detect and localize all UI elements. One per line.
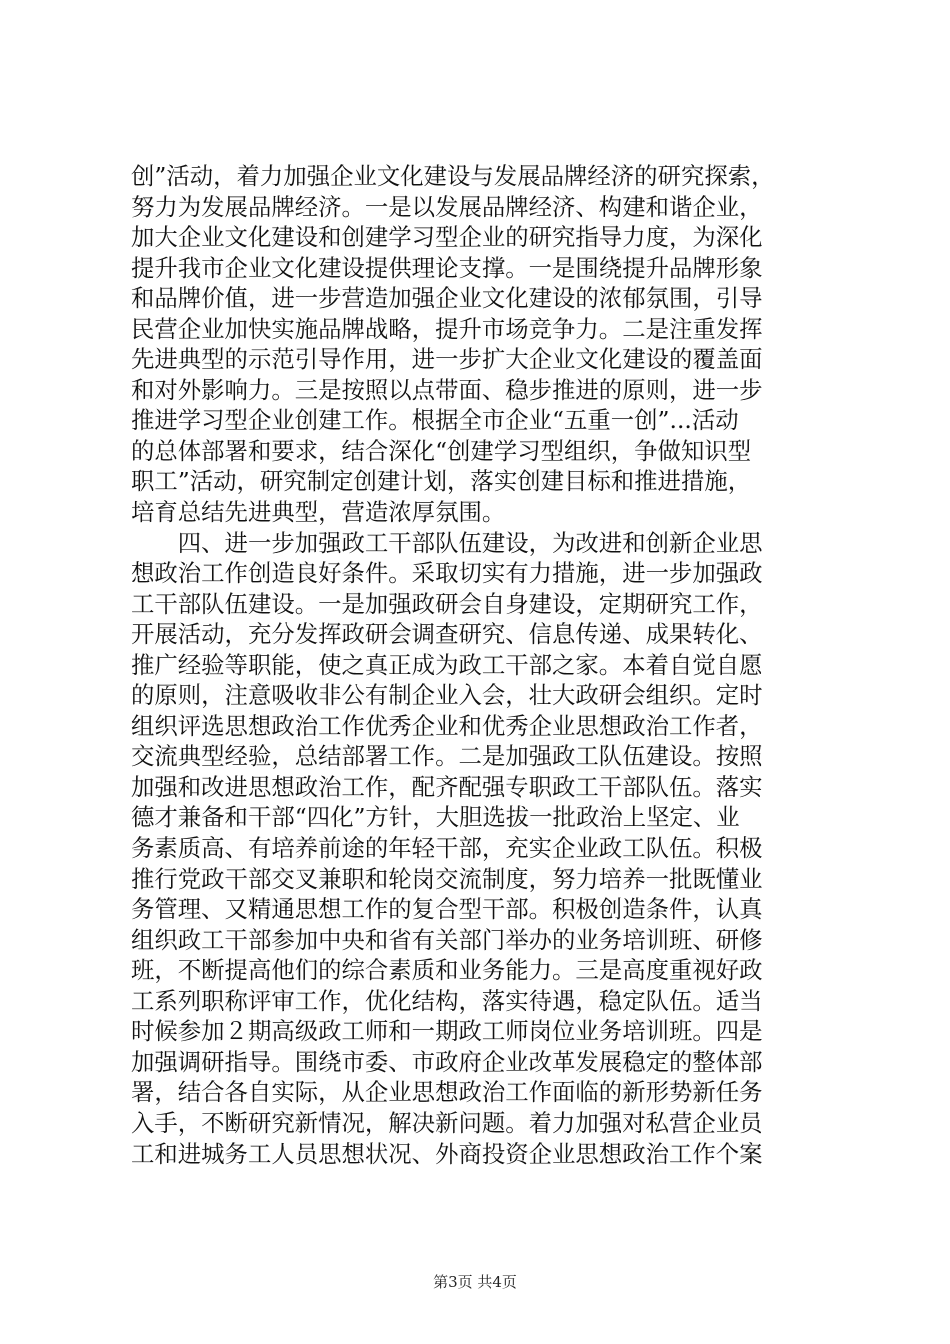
text-line: 推广经验等职能，使之真正成为政工干部之家。本着自觉自愿 (131, 650, 763, 679)
page-number-footer: 第3页 共4页 (433, 1273, 517, 1291)
text-line: 和对外影响力。三是按照以点带面、稳步推进的原则，进一步 (131, 375, 763, 404)
text-line: 交流典型经验，总结部署工作。二是加强政工队伍建设。按照 (131, 742, 763, 771)
text-line: 时候参加２期高级政工师和一期政工师岗位业务培训班。四是 (131, 1017, 763, 1046)
text-line: 推进学习型企业创建工作。根据全市企业“五重一创”...活动 (131, 406, 739, 435)
text-line: 先进典型的示范引导作用，进一步扩大企业文化建设的覆盖面 (131, 345, 763, 374)
text-line: 工干部队伍建设。一是加强政研会自身建设，定期研究工作， (131, 589, 763, 618)
text-line: 努力为发展品牌经济。一是以发展品牌经济、构建和谐企业， (131, 192, 763, 221)
text-line: 想政治工作创造良好条件。采取切实有力措施，进一步加强政 (131, 559, 763, 588)
text-line: 加大企业文化建设和创建学习型企业的研究指导力度，为深化 (131, 223, 763, 252)
text-line: 组织评选思想政治工作优秀企业和优秀企业思想政治工作者， (131, 711, 763, 740)
text-line: 工系列职称评审工作，优化结构，落实待遇，稳定队伍。适当 (131, 986, 763, 1015)
body-text (131, 161, 836, 1169)
text-line: 开展活动，充分发挥政研会调查研究、信息传递、成果转化、 (131, 620, 763, 649)
text-line: 入手，不断研究新情况，解决新问题。着力加强对私营企业员 (131, 1108, 763, 1137)
text-line: 务管理、又精通思想工作的复合型干部。积极创造条件，认真 (131, 895, 763, 924)
text-line: 务素质高、有培养前途的年轻干部，充实企业政工队伍。积极 (131, 834, 763, 863)
text-line: 推行党政干部交叉兼职和轮岗交流制度，努力培养一批既懂业 (131, 864, 763, 893)
text-line: 培育总结先进典型，营造浓厚氛围。 (131, 498, 506, 527)
text-line: 民营企业加快实施品牌战略，提升市场竞争力。二是注重发挥 (131, 314, 763, 343)
text-line: 署，结合各自实际，从企业思想政治工作面临的新形势新任务 (131, 1078, 763, 1107)
text-line: 加强和改进思想政治工作，配齐配强专职政工干部队伍。落实 (131, 772, 763, 801)
text-line: 创”活动，着力加强企业文化建设与发展品牌经济的研究探索， (131, 162, 775, 190)
text-line: 的原则，注意吸收非公有制企业入会，壮大政研会组织。定时 (131, 681, 763, 710)
text-line: 工和进城务工人员思想状况、外商投资企业思想政治工作个案 (131, 1139, 763, 1168)
text-line: 提升我市企业文化建设提供理论支撑。一是围绕提升品牌形象 (131, 253, 763, 282)
text-line: 班，不断提高他们的综合素质和业务能力。三是高度重视好政 (131, 956, 763, 985)
text-line: 加强调研指导。围绕市委、市政府企业改革发展稳定的整体部 (131, 1047, 763, 1076)
text-line: 和品牌价值，进一步营造加强企业文化建设的浓郁氛围，引导 (131, 284, 763, 313)
text-line: 四、进一步加强政工干部队伍建设，为改进和创新企业思 (131, 528, 763, 557)
text-line: 职工”活动，研究制定创建计划，落实创建目标和推进措施， (131, 467, 752, 496)
text-line: 组织政工干部参加中央和省有关部门举办的业务培训班、研修 (131, 925, 763, 954)
text-line: 德才兼备和干部“四化”方针，大胆选拔一批政治上坚定、业 (131, 803, 740, 832)
text-line: 的总体部署和要求，结合深化“创建学习型组织，争做知识型 (131, 436, 752, 465)
